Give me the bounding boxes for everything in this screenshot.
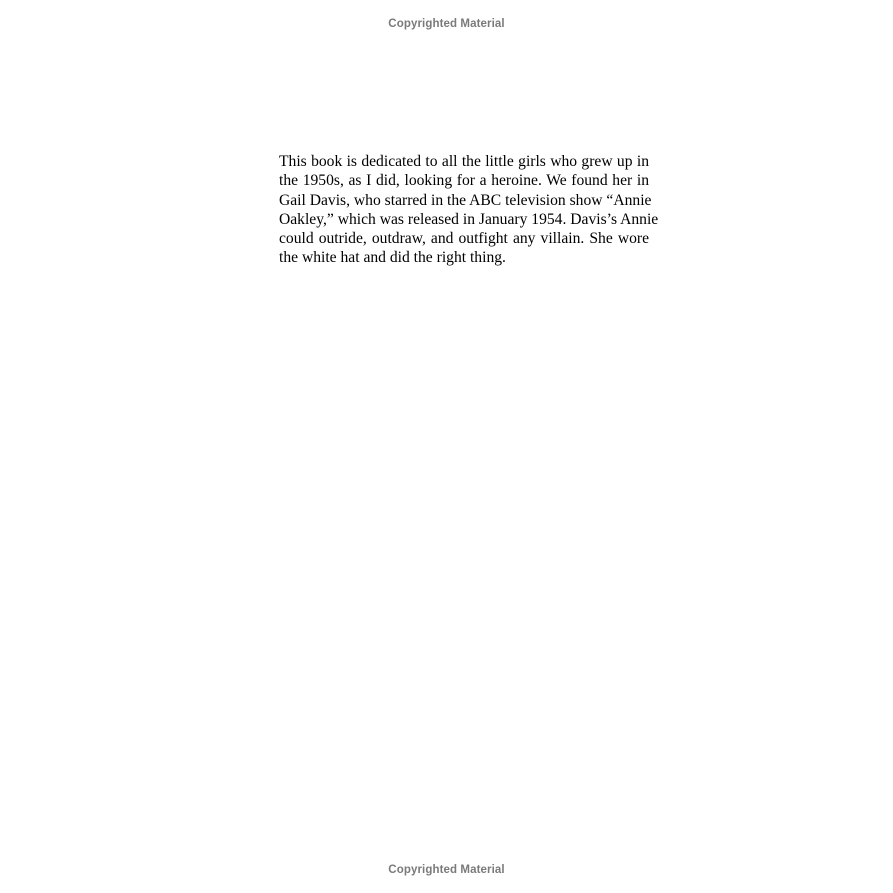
dedication-line: could outride, outdraw, and outfight any villain. She wore	[279, 230, 649, 248]
dedication-line: Oakley,” which was released in January 1954. Davis’s Annie	[279, 210, 659, 228]
dedication-line: the 1950s, as I did, looking for a heroine. We found her in	[279, 172, 649, 190]
dedication-line: the white hat and did the right thing.	[279, 249, 506, 267]
copyright-watermark-top: Copyrighted Material	[388, 18, 505, 30]
dedication-paragraph	[279, 152, 659, 268]
dedication-line: Gail Davis, who starred in the ABC television show “Annie	[279, 191, 652, 209]
copyright-watermark-bottom: Copyrighted Material	[388, 864, 505, 876]
dedication-line: This book is dedicated to all the little girls who grew up in	[279, 153, 649, 170]
